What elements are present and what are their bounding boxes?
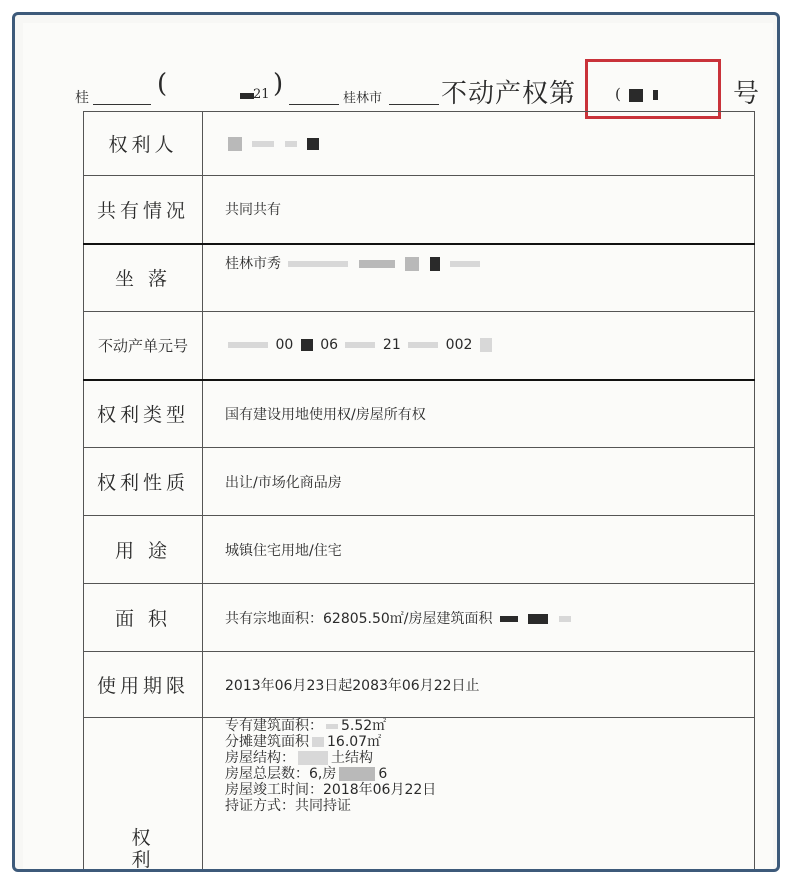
table-row [84,584,755,652]
table-row [84,448,755,516]
detail-key: 房屋竣工时间： [225,782,323,798]
redaction-mark [345,342,375,348]
unit-part: 06 [320,337,339,354]
row-label: 使用期限 [84,652,203,718]
detail-key: 分摊建筑面积 [225,734,309,750]
detail-value: 土结构 [331,750,373,766]
table-row [84,652,755,718]
header-underline [389,104,439,105]
redaction-mark [228,342,268,348]
row-value-usage: 城镇住宅用地/住宅 [203,516,755,584]
detail-line [225,766,754,782]
detail-key: 持证方式： [225,798,295,814]
redaction-mark [528,614,548,624]
label-line: 利 [131,849,155,871]
detail-value: 5.52㎡ [341,718,387,734]
redaction-mark [339,767,375,781]
redaction-mark [228,137,242,151]
redaction-mark [430,257,440,271]
row-value-owner [203,112,755,176]
header-city: 桂林市 [343,91,383,106]
row-value-right-type: 国有建设用地使用权/房屋所有权 [203,380,755,448]
row-label: 权利类型 [84,380,203,448]
redaction-mark [326,724,338,729]
row-value-co-ownership: 共同共有 [203,176,755,244]
row-label: 权利人 [84,112,203,176]
header-paren-open: ( [157,69,168,99]
detail-line [225,798,754,814]
header-paren-close: ) [273,69,284,99]
redaction-mark [559,616,571,622]
highlight-box [585,59,721,119]
redaction-mark [480,338,492,352]
row-label: 不动产单元号 [84,312,203,380]
table-row [84,380,755,448]
table-row [84,718,755,873]
redaction-mark [312,737,324,747]
detail-value: 6 [378,766,388,782]
row-label: 权利性质 [84,448,203,516]
certificate-title: 不动产权第 [441,79,577,109]
header-prefix: 桂 [75,90,89,106]
detail-value: 共同持证 [295,798,351,814]
table-row [84,176,755,244]
row-label: 用 途 [84,516,203,584]
redaction-mark [298,751,328,765]
table-row [84,112,755,176]
row-label: 共有情况 [84,176,203,244]
header-year: 21 [253,87,270,102]
redaction-mark [450,261,480,267]
redaction-mark [285,141,297,147]
header-underline [289,104,339,105]
detail-key: 房屋结构： [225,750,295,766]
label-line: 权 [131,827,155,849]
header-underline [93,104,151,105]
location-text: 桂林市秀 [225,255,281,272]
row-value-details [203,718,755,873]
redaction-mark [252,141,274,147]
detail-value: 16.07㎡ [327,734,382,750]
detail-key: 专有建筑面积： [225,718,323,734]
unit-part: 002 [445,337,473,354]
document-frame [12,12,780,872]
redaction-mark [408,342,438,348]
detail-line [225,734,754,750]
row-label-other [84,718,203,873]
redaction-mark [288,261,348,267]
row-value-right-nature: 出让/市场化商品房 [203,448,755,516]
unit-part: 00 [275,337,294,354]
certificate-table [83,111,755,872]
certificate-header [23,57,773,117]
area-text: 共有宗地面积：62805.50㎡/房屋建筑面积 [225,610,493,627]
redaction-mark [405,257,419,271]
row-value-area [203,584,755,652]
table-row [84,244,755,312]
row-label: 面 积 [84,584,203,652]
detail-value: 2018年06月22日 [323,782,437,798]
detail-value: 6,房 [309,766,337,782]
header-hao: 号 [733,79,760,109]
detail-key: 房屋总层数： [225,766,309,782]
table-row [84,312,755,380]
row-value-term: 2013年06月23日起2083年06月22日止 [203,652,755,718]
detail-line [225,718,754,734]
redaction-mark [500,616,518,622]
row-value-unit-number [203,312,755,380]
unit-part: 21 [382,337,401,354]
detail-line [225,782,754,798]
redaction-mark [359,260,395,268]
redaction-mark [307,138,319,150]
row-label: 坐 落 [84,244,203,312]
detail-line [225,750,754,766]
redaction-mark [240,93,254,99]
certificate-page [23,23,773,872]
number-paren: ( [615,85,621,103]
table-row [84,516,755,584]
redaction-mark [301,339,313,351]
row-value-location [203,244,755,312]
